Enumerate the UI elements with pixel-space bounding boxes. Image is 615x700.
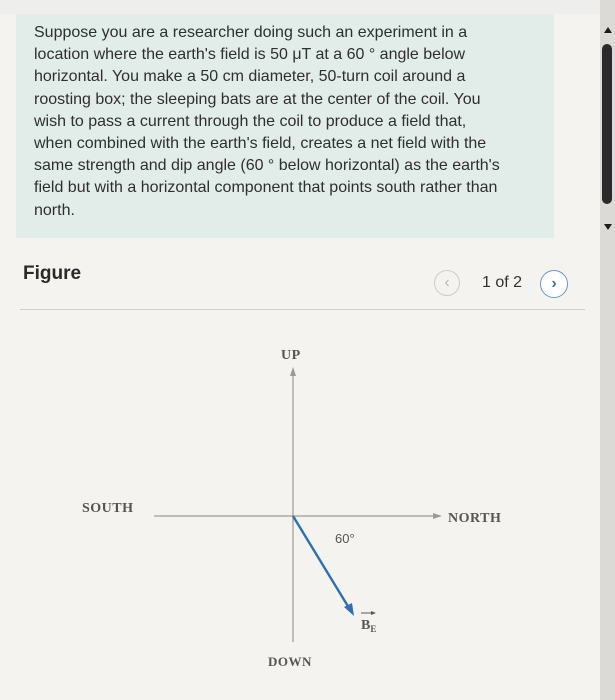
scroll-up-arrow-icon[interactable] bbox=[604, 27, 612, 33]
vector-label-symbol: B bbox=[361, 618, 371, 633]
down-label: DOWN bbox=[268, 654, 312, 669]
south-label: SOUTH bbox=[82, 501, 134, 516]
top-strip bbox=[0, 0, 600, 14]
scroll-thumb[interactable] bbox=[602, 44, 612, 204]
scrollbar[interactable] bbox=[600, 0, 615, 700]
figure-heading: Figure bbox=[23, 263, 82, 284]
earth-field-arrowhead bbox=[344, 603, 354, 616]
previous-figure-button[interactable] bbox=[434, 270, 460, 296]
up-label: UP bbox=[281, 348, 301, 363]
field-diagram bbox=[0, 310, 600, 700]
problem-text: Suppose you are a researcher doing such an experiment in a location where the earth's field is 50 μT at a 60 ° angle below horizontal. You make a 50 cm diameter, 50-turn coil around a roosting box; the sleeping bats are at the center of the coil. You wish to pass a current through the coil to produce a field that, when combined with the earth's field, creates a net field with the same strength and dip angle (60 ° below horizontal) as the earth's field but with a horizontal component that points south rather than north. bbox=[34, 24, 500, 219]
chevron-left-icon: ‹ bbox=[444, 274, 450, 291]
vector-label-overarrow-head bbox=[371, 611, 376, 615]
north-arrowhead bbox=[433, 513, 442, 519]
chevron-right-icon: › bbox=[551, 275, 557, 292]
up-arrowhead bbox=[290, 367, 296, 376]
north-label: NORTH bbox=[448, 511, 502, 526]
angle-label: 60° bbox=[335, 531, 355, 546]
next-figure-button[interactable] bbox=[540, 270, 568, 298]
vector-label bbox=[361, 618, 376, 634]
scroll-down-arrow-icon[interactable] bbox=[604, 224, 612, 230]
figure-pager bbox=[434, 270, 574, 296]
earth-field-vector bbox=[293, 516, 349, 608]
vector-label-subscript: E bbox=[370, 624, 377, 634]
figure-page-count: 1 of 2 bbox=[482, 274, 523, 291]
